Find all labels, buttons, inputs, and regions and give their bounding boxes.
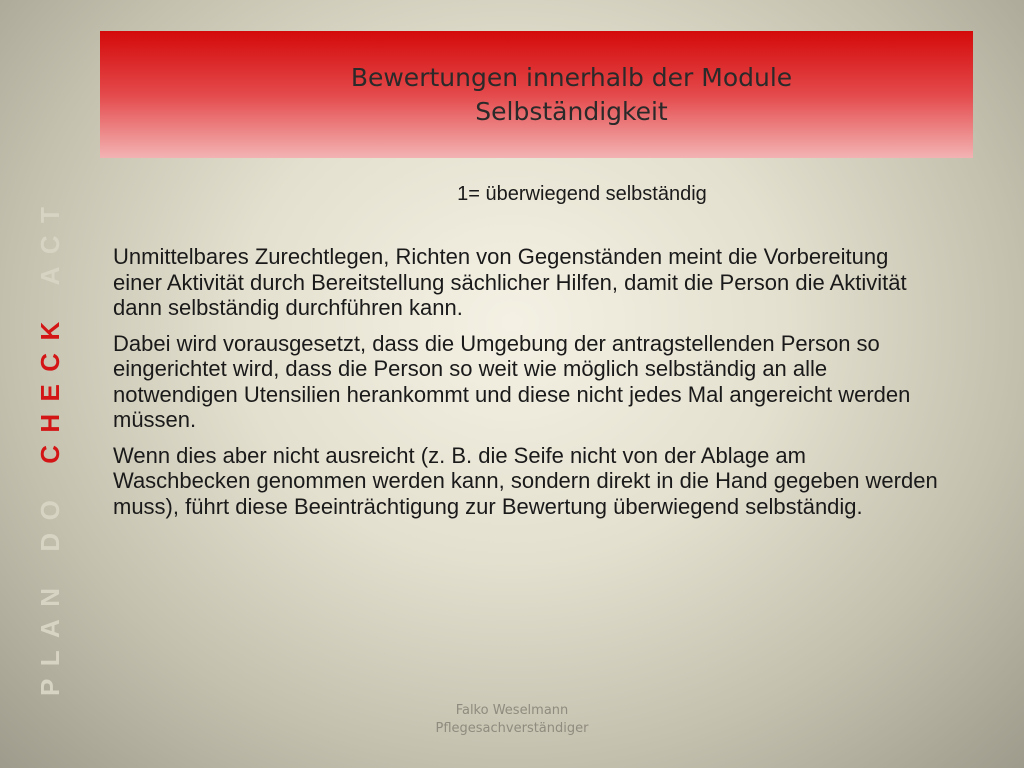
- pdca-check: CHECK: [35, 309, 65, 464]
- slide-title-banner: [100, 31, 973, 158]
- footer-author: Falko Weselmann: [455, 703, 569, 718]
- pdca-plan: PLAN: [35, 575, 65, 696]
- slide-subtitle: Selbständigkeit: [475, 96, 668, 126]
- pdca-side-label: [32, 171, 68, 696]
- body-paragraph: Wenn dies aber nicht ausreicht (z. B. die Seife nicht von der Ablage am Waschbecken genommen werden kann, sondern direkt in die Hand gegeben werden muss), führt diese Beeinträchtigung zur Bewertung überwiegend selbständig.: [113, 442, 938, 519]
- rating-heading: 1= überwiegend selbständig: [457, 183, 707, 205]
- pdca-act: ACT: [35, 194, 65, 286]
- slide-footer: [362, 702, 662, 738]
- pdca-do: DO: [35, 487, 65, 552]
- slide-body: [113, 244, 943, 529]
- slide-title: Bewertungen innerhalb der Module: [350, 62, 793, 92]
- footer-role: Pflegesachverständiger: [435, 721, 589, 736]
- body-paragraph: Dabei wird vorausgesetzt, dass die Umgebung der antragstellenden Person so eingerichtet wird, dass die Person so weit wie möglich selbständig an alle notwendigen Utensilien herankommt und diese nicht jedes Mal angereicht werden müssen.: [113, 330, 911, 432]
- body-paragraph: Unmittelbares Zurechtlegen, Richten von Gegenständen meint die Vorbereitung einer Aktivität durch Bereitstellung sächlicher Hilfen, damit die Person die Aktivität dann selbständig durchführen kann.: [113, 244, 907, 320]
